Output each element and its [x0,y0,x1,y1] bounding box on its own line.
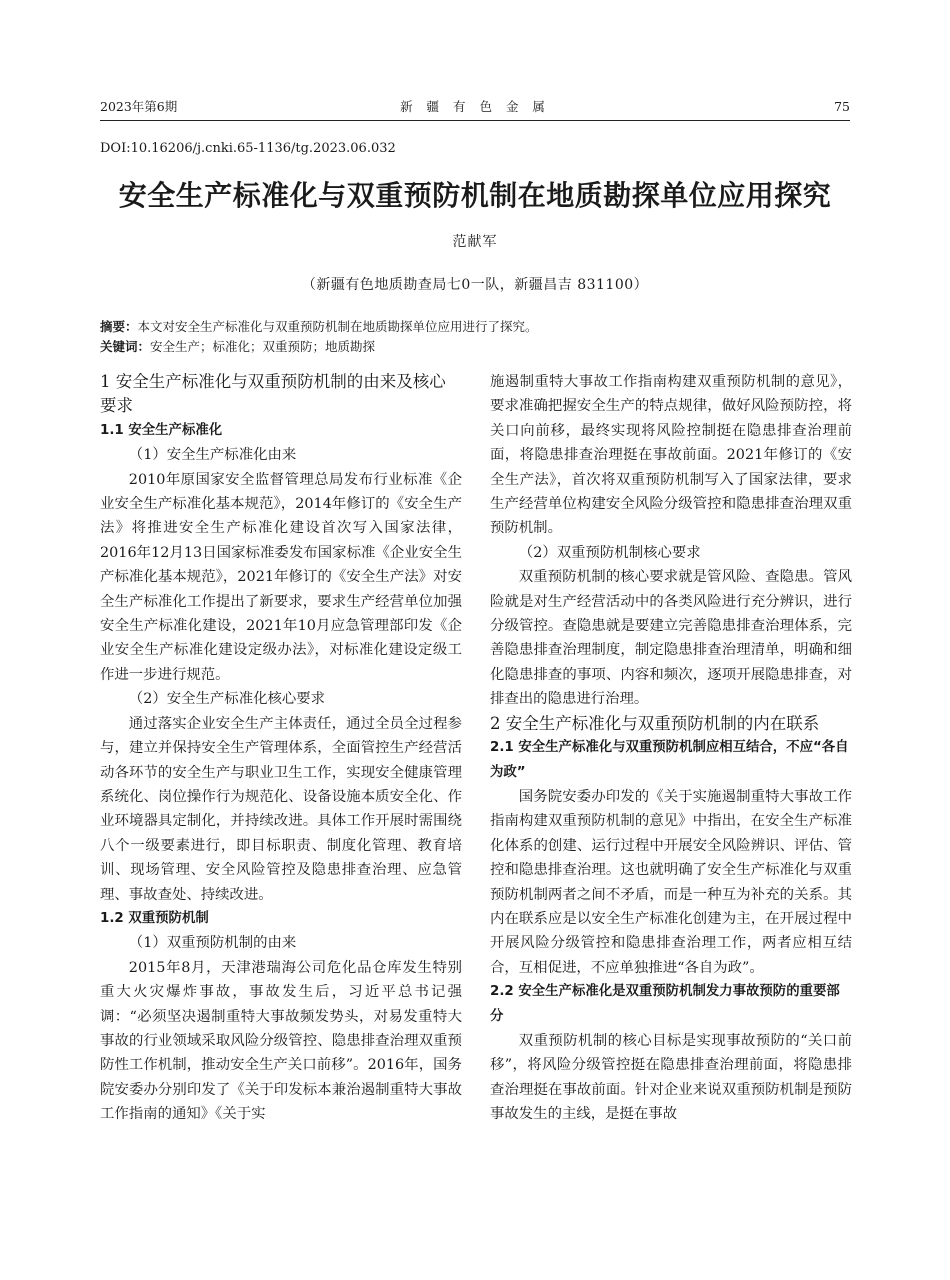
page-number: 75 [834,99,850,114]
author-affiliation: （新疆有色地质勘查局七0一队，新疆昌吉 831100） [301,277,649,293]
author-name: 范献军 [452,234,498,250]
section-1-2-heading: 1.2 双重预防机制 [100,910,209,926]
abstract-text: 本文对安全生产标准化与双重预防机制在地质勘探单位应用进行了探究。 [137,319,538,334]
issue-label: 2023年第6期 [100,99,178,114]
section-1-1-heading: 1.1 安全生产标准化 [100,422,223,438]
section-2-2-heading: 2.2 安全生产标准化是双重预防机制发力事故预防的重要部分 [490,984,840,1024]
article-title: 安全生产标准化与双重预防机制在地质勘探单位应用探究 [118,179,832,212]
subsection-heading: （1）安全生产标准化由来 [128,447,297,464]
paragraph: 双重预防机制的核心目标是实现事故预防的“关口前移”，将风险分级管控挺在隐患排查治理前面，将隐患排查治理挺在事故前面。针对企业来说双重预防机制是预防事故发生的主线，是挺在事故 [490,1032,852,1123]
keywords [100,337,850,357]
keywords-text: 安全生产；标准化；双重预防；地质勘探 [150,339,376,354]
paragraph: 双重预防机制的核心要求就是管风险、查隐患。管风险就是对生产经营活动中的各类风险进行充分辨识，进行分级管控。查隐患就是要建立完善隐患排查治理体系，完善隐患排查治理制度，制定隐患排查治理清单，明确和细化隐患排查的事项、内容和频次，逐项开展隐患排查，对排查出的隐患进行治理。 [490,569,852,708]
doi: DOI:10.16206/j.cnki.65-1136/tg.2023.06.032 [100,141,396,156]
section-2-1-heading: 2.1 安全生产标准化与双重预防机制应相互结合，不应“各自为政” [490,740,849,780]
subsection-heading: （2）安全生产标准化核心要求 [128,691,326,708]
keywords-label: 关键词： [100,339,151,354]
paragraph: 2010年原国家安全监督管理总局发布行业标准《企业安全生产标准化基本规范》，2014年修订的《安全生产法》将推进安全生产标准化建设首次写入国家法律，2016年12月13日国家标准委发布国家标准《企业安全生产标准化基本规范》，2021年修订的《安全生产法》对安全生产标准化工作提出了新要求，要求生产经营单位加强安全生产标准化建设，2021年10月应急管理部印发《企业安全生产标准化建设定级办法》，对标准化建设定级工作进一步进行规范。 [100,471,462,683]
section-2-heading: 2 安全生产标准化与双重预防机制的内在联系 [490,713,820,733]
paragraph: 施遏制重特大事故工作指南构建双重预防机制的意见》，要求准确把握安全生产的特点规律，做好风险预防控，将关口向前移，最终实现将风险控制挺在隐患排查治理前面，将隐患排查治理挺在事故前面。2021年修订的《安全生产法》，首次将双重预防机制写入了国家法律，要求生产经营单位构建安全风险分级管控和隐患排查治理双重预防机制。 [490,374,852,537]
paragraph: 国务院安委办印发的《关于实施遏制重特大事故工作指南构建双重预防机制的意见》中指出，在安全生产标准化体系的创建、运行过程中开展安全风险辨识、评估、管控和隐患排查治理。这也就明确了安全生产标准化与双重预防机制两者之间不矛盾，而是一种互为补充的关系。其内在联系应是以安全生产标准化创建为主，在开展过程中开展风险分级管控和隐患排查治理工作，两者应相互结合，互相促进，不应单独推进“各自为政”。 [490,788,852,976]
subsection-heading: （2）双重预防机制核心要求 [518,544,701,561]
left-column [100,370,462,1127]
header-rule [100,120,850,121]
subsection-heading: （1）双重预防机制的由来 [128,935,297,952]
running-head [100,98,850,116]
right-column [490,370,852,1127]
journal-name: 新 疆 有 色 金 属 [400,99,550,114]
abstract-block [100,317,850,357]
abstract-label: 摘要： [100,319,138,334]
paragraph: 2015年8月，天津港瑞海公司危化品仓库发生特别重大火灾爆炸事故，事故发生后，习近平总书记强调：“必须坚决遏制重特大事故频发势头，对易发重特大事故的行业领域采取风险分级管控、隐患排查治理双重预防性工作机制，推动安全生产关口前移”。2016年，国务院安委办分别印发了《关于印发标本兼治遏制重特大事故工作指南的通知》《关于实 [100,959,462,1123]
section-1-heading: 1 安全生产标准化与双重预防机制的由来及核心要求 [100,372,446,416]
paragraph: 通过落实企业安全生产主体责任，通过全员全过程参与，建立并保持安全生产管理体系，全面管控生产经营活动各环节的安全生产与职业卫生工作，实现安全健康管理系统化、岗位操作行为规范化、设备设施本质安全化、作业环境器具定制化，并持续改进。具体工作开展时需围绕八个一级要素进行，即目标职责、制度化管理、教育培训、现场管理、安全风险管控及隐患排查治理、应急管理、事故查处、持续改进。 [100,715,462,903]
abstract [100,317,850,337]
